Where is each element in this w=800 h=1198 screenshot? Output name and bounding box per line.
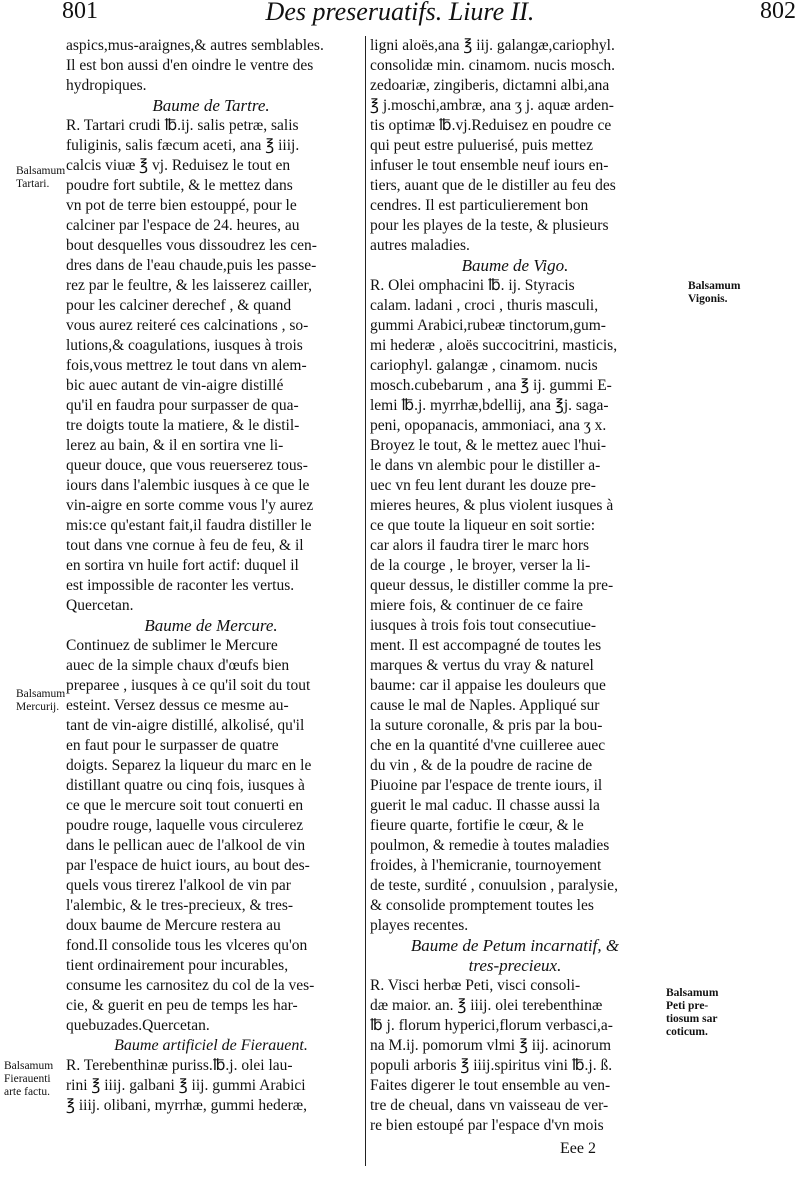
text-line: marques & vertus du vray & naturel bbox=[370, 657, 594, 674]
text-line: cariophyl. galangæ , cinamom. nucis bbox=[370, 357, 598, 374]
text-line: est impossible de raconter les vertus. bbox=[66, 577, 295, 594]
text-line: & consolide promptement toutes les bbox=[370, 897, 594, 914]
text-line: l'alembic, & le tres-precieux, & tres- bbox=[66, 897, 294, 914]
text-line: lerez au bain, & il en sortira vne li- bbox=[66, 437, 284, 454]
section-title: Baume de Mercure. bbox=[144, 616, 278, 635]
text-line: cendres. Il est particulierement bon bbox=[370, 197, 589, 214]
text-line: ℥ j.moschi,ambræ, ana ʒ j. aquæ arden- bbox=[370, 97, 614, 114]
text-line: R. Tartari crudi ℔.ij. salis petræ, salis bbox=[66, 117, 299, 134]
text-line: ℥ iiij. olibani, myrrhæ, gummi hederæ, bbox=[66, 1097, 307, 1114]
text-line: tiers, auant que de le distiller au feu des bbox=[370, 177, 616, 194]
text-line: qu'il en faudra pour surpasser de qua- bbox=[66, 397, 299, 414]
text-line: mosch.cubebarum , ana ℥ ij. gummi E- bbox=[370, 377, 612, 394]
text-line: ce que le mercure soit tout conuerti en bbox=[66, 797, 304, 814]
text-line: re bien estoupé par l'espace d'vn mois bbox=[370, 1117, 604, 1134]
section-title: Baume de Tartre. bbox=[152, 96, 270, 115]
text-line: bic auec autant de vin-aigre distillé bbox=[66, 377, 284, 394]
text-line: tre doigts toute la matiere, & le distil- bbox=[66, 417, 300, 434]
text-line: R. Visci herbæ Peti, visci consoli- bbox=[370, 977, 581, 994]
text-line: lemi ℔.j. myrrhæ,bdellij, ana ℥j. saga- bbox=[370, 397, 609, 414]
text-line: de la courge , le broyer, verser la li- bbox=[370, 557, 591, 574]
text-line: qui peut estre puluerisé, puis mettez bbox=[370, 137, 593, 154]
text-line: Continuez de sublimer le Mercure bbox=[66, 637, 278, 654]
text-line: mieres heures, & plus violent iusques à bbox=[370, 497, 614, 514]
running-title: Des preseruatifs. Liure II. bbox=[265, 0, 535, 26]
margin-note-tartari: Balsamum Tartari. bbox=[16, 165, 66, 190]
text-line: rini ℥ iiij. galbani ℥ iij. gummi Arabici bbox=[66, 1077, 306, 1094]
text-line: gummi Arabici,rubeæ tinctorum,gum- bbox=[370, 317, 606, 334]
text-line: miere fois, & continuer de ce faire bbox=[370, 597, 584, 614]
text-line: auec de la simple chaux d'œufs bien bbox=[66, 657, 290, 674]
text-line: cause le mal de Naples. Appliqué sur bbox=[370, 697, 600, 714]
text-line: rez par le feultre, & les laisserez cailler, bbox=[66, 277, 312, 294]
text-line: esteint. Versez dessus ce mesme au- bbox=[66, 697, 289, 714]
text-line: doux baume de Mercure restera au bbox=[66, 917, 281, 934]
text-line: fois,vous mettrez le tout dans vn alem- bbox=[66, 357, 307, 374]
text-line: la suture coronalle, & pris par la bou- bbox=[370, 717, 603, 734]
text-line: fuliginis, salis fæcum aceti, ana ℥ iiij. bbox=[66, 137, 300, 154]
text-line: lutions,& coagulations, iusques à trois bbox=[66, 337, 303, 354]
page-number-right: 802 bbox=[760, 0, 796, 24]
text-line: baume: car il appaise les douleurs que bbox=[370, 677, 606, 694]
text-line: dans le pellican auec de l'alkool de vin bbox=[66, 837, 306, 854]
text-line: doigts. Separez la liqueur du marc en le bbox=[66, 757, 312, 774]
text-line: consolidæ min. cinamom. nucis mosch. bbox=[370, 57, 615, 74]
text-line: le dans vn alembic pour le distiller a- bbox=[370, 457, 601, 474]
text-line: Il est bon aussi d'en oindre le ventre des bbox=[66, 57, 314, 74]
page-header bbox=[0, 0, 800, 30]
text-line: du vin , & de la poudre de racine de bbox=[370, 757, 593, 774]
text-line: poudre rouge, laquelle vous circulerez bbox=[66, 817, 304, 834]
text-line: vin-aigre en sorte comme vous l'y aurez bbox=[66, 497, 314, 514]
text-line: R. Olei omphacini ℔. ij. Styracis bbox=[370, 277, 575, 294]
text-line: par l'espace de huict iours, au bout des- bbox=[66, 857, 310, 874]
text-line: dæ maior. an. ℥ iiij. olei terebenthinæ bbox=[370, 997, 603, 1014]
text-line: ℔ j. florum hyperici,florum verbasci,a- bbox=[370, 1017, 613, 1034]
section-title: tres-precieux. bbox=[468, 956, 562, 975]
text-line: playes recentes. bbox=[370, 917, 469, 934]
text-line: consume les carnositez du col de la ves- bbox=[66, 977, 315, 994]
text-line: tis optimæ ℔.vj.Reduisez en poudre ce bbox=[370, 117, 612, 134]
text-line: en faut pour le surpasser de quatre bbox=[66, 737, 279, 754]
text-line: vn pot de terre bien estouppé, pour le bbox=[66, 197, 297, 214]
text-line: fieure quarte, fortifie le cœur, & le bbox=[370, 817, 584, 834]
text-line: che en la quantité d'vne cuilleree auec bbox=[370, 737, 606, 754]
text-line: preparee , iusques à ce qu'il soit du tout bbox=[66, 677, 311, 694]
text-line: vous aurez reiteré ces calcinations , so- bbox=[66, 317, 309, 334]
signature-mark: Eee 2 bbox=[560, 1140, 596, 1157]
text-line: calcis viuæ ℥ vj. Reduisez le tout en bbox=[66, 157, 291, 174]
text-line: Faites digerer le tout ensemble au ven- bbox=[370, 1077, 611, 1094]
text-line: populi arboris ℥ iiij.spiritus vini ℔.j. ß. bbox=[370, 1057, 613, 1074]
section-title: Baume de Vigo. bbox=[461, 256, 569, 275]
text-line: distillant quatre ou cinq fois, iusques à bbox=[66, 777, 305, 794]
margin-note-mercurij: Balsamum Mercurij. bbox=[16, 688, 66, 713]
text-line: tout dans vne cornue à feu de feu, & il bbox=[66, 537, 304, 554]
section-title: Baume de Petum incarnatif, & bbox=[410, 936, 620, 955]
text-line: Broyez le tout, & le mettez auec l'hui- bbox=[370, 437, 607, 454]
text-line: dres dans de l'eau chaude,puis les passe- bbox=[66, 257, 317, 274]
text-line: cie, & guerit en peu de temps les har- bbox=[66, 997, 298, 1014]
left-column bbox=[66, 36, 356, 1116]
text-line: car alors il faudra tirer le marc hors bbox=[370, 537, 590, 554]
text-line: mis:ce qu'estant fait,il faudra distiller le bbox=[66, 517, 312, 534]
text-line: calciner par l'espace de 24. heures, au bbox=[66, 217, 300, 234]
text-line: guerit le mal caduc. Il chasse aussi la bbox=[370, 797, 600, 814]
text-line: hydropiques. bbox=[66, 77, 147, 94]
text-line: pour les playes de la teste, & plusieurs bbox=[370, 217, 609, 234]
text-line: queur douce, que vous reuerserez tous- bbox=[66, 457, 308, 474]
text-line: pour les calciner derechef , & quand bbox=[66, 297, 292, 314]
text-line: aspics,mus-araignes,& autres semblables. bbox=[66, 37, 324, 54]
text-line: iusques à trois fois tout consecutiue- bbox=[370, 617, 596, 634]
column-divider bbox=[365, 36, 366, 1166]
text-line: zedoariæ, zingiberis, dictamni albi,ana bbox=[370, 77, 610, 94]
text-line: Piuoine par l'espace de trente iours, il bbox=[370, 777, 603, 794]
text-line: tient ordinairement pour incurables, bbox=[66, 957, 289, 974]
text-line: calam. ladani , croci , thuris masculi, bbox=[370, 297, 599, 314]
right-column bbox=[370, 36, 660, 1136]
text-line: Quercetan. bbox=[66, 597, 134, 614]
text-line: ligni aloës,ana ℥ iij. galangæ,cariophyl. bbox=[370, 37, 615, 54]
margin-note-vigonis: Balsamum Vigonis. bbox=[688, 280, 741, 305]
text-line: froides, à l'hemicranie, tournoyement bbox=[370, 857, 602, 874]
text-line: en sortira vn huile fort actif: duquel il bbox=[66, 557, 299, 574]
text-line: poudre fort subtile, & le mettez dans bbox=[66, 177, 293, 194]
text-line: infuser le tout ensemble neuf iours en- bbox=[370, 157, 609, 174]
text-line: R. Terebenthinæ puriss.℔.j. olei lau- bbox=[66, 1057, 293, 1074]
text-line: quebuzades.Quercetan. bbox=[66, 1017, 210, 1034]
text-line: de teste, surdité , conuulsion , paralysie, bbox=[370, 877, 618, 894]
text-line: ce que toute la liqueur en soit sortie: bbox=[370, 517, 596, 534]
text-line: bout desquelles vous dissoudrez les cen- bbox=[66, 237, 317, 254]
margin-note-fierauent: Balsamum Fierauenti arte factu. bbox=[4, 1060, 54, 1098]
text-line: queur dessus, le distiller comme la pre- bbox=[370, 577, 614, 594]
text-line: tant de vin-aigre distillé, alkolisé, qu'il bbox=[66, 717, 305, 734]
text-line: quels vous tirerez l'alkool de vin par bbox=[66, 877, 291, 894]
text-line: uec vn feu lent durant les douze pre- bbox=[370, 477, 596, 494]
text-line: autres maladies. bbox=[370, 237, 470, 254]
text-line: fond.Il consolide tous les vlceres qu'on bbox=[66, 937, 308, 954]
text-line: ment. Il est accompagné de toutes les bbox=[370, 637, 602, 654]
page-number-left: 801 bbox=[62, 0, 98, 24]
margin-note-peti: Balsamum Peti pre- tiosum sar coticum. bbox=[666, 987, 719, 1038]
text-line: peni, opopanacis, ammoniaci, ana ʒ x. bbox=[370, 417, 607, 434]
text-line: mi hederæ , aloës succocitrini, masticis, bbox=[370, 337, 618, 354]
text-line: tre de cheual, dans vn vaisseau de ver- bbox=[370, 1097, 609, 1114]
text-line: na M.ij. pomorum vlmi ℥ iij. acinorum bbox=[370, 1037, 611, 1054]
section-title: Baume artificiel de Fierauent. bbox=[114, 1037, 308, 1054]
text-line: poulmon, & remedie à toutes maladies bbox=[370, 837, 610, 854]
text-line: iours dans l'alembic iusques à ce que le bbox=[66, 477, 310, 494]
